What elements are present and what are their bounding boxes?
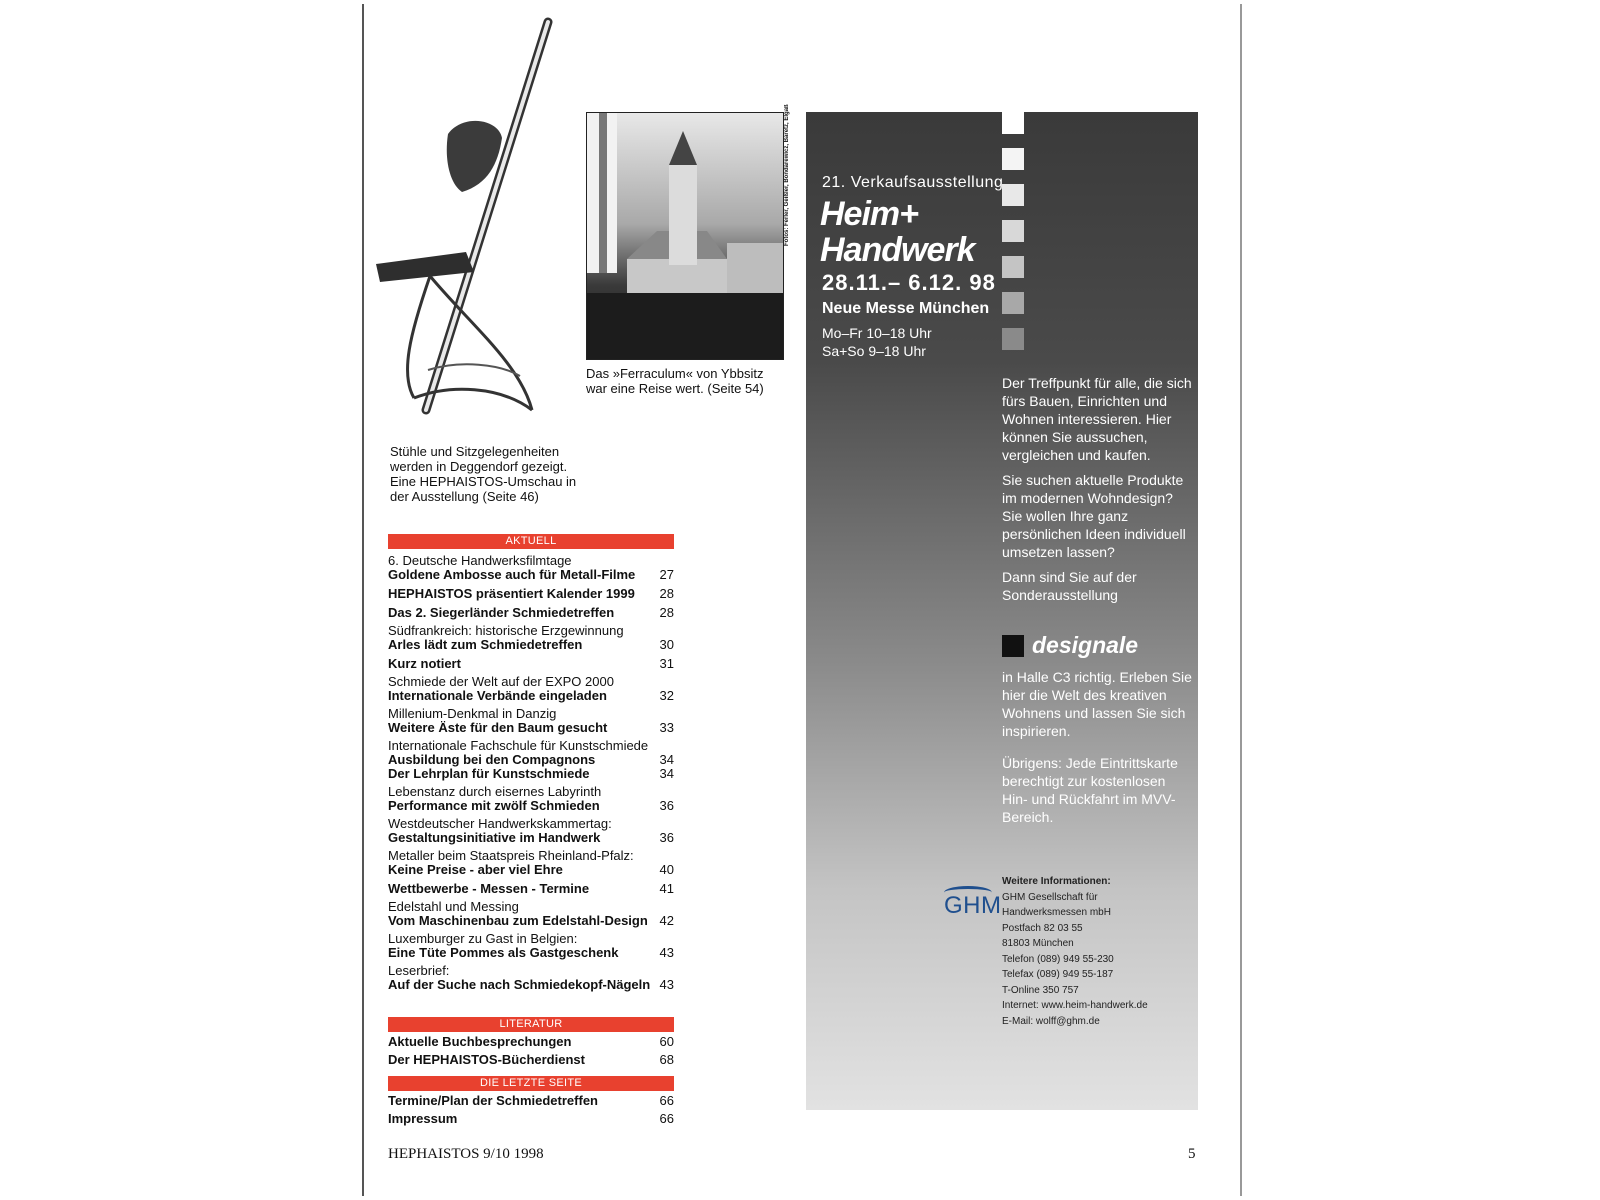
ad-logo	[820, 196, 975, 268]
toc-entry-page: 32	[659, 688, 674, 703]
ad-hours-weekend: Sa+So 9–18 Uhr	[822, 343, 926, 359]
toc-entry-title: HEPHAISTOS präsentiert Kalender 1999	[388, 586, 635, 601]
ad-paragraph: Dann sind Sie auf der Sonderausstellung	[1002, 569, 1137, 603]
toc-entry	[388, 1053, 674, 1067]
toc-entry-title: Ausbildung bei den Compagnons	[388, 752, 596, 767]
designale-text: designale	[1032, 632, 1139, 658]
contact-line: GHM Gesellschaft für	[1002, 891, 1098, 903]
toc-entry-kicker: Luxemburger zu Gast in Belgien:	[388, 931, 578, 946]
toc-entry-kicker: Millenium-Denkmal in Danzig	[388, 706, 557, 721]
toc-entry-title: Arles lädt zum Schmiedetreffen	[388, 637, 583, 652]
toc-entry-title: Eine Tüte Pommes als Gastgeschenk	[388, 945, 619, 960]
toc-entry-title: Auf der Suche nach Schmiedekopf-Nägeln	[388, 977, 651, 992]
toc-entry	[388, 1035, 674, 1049]
toc-entry	[388, 932, 674, 960]
contact-line: Telefon (089) 949 55-230	[1002, 953, 1114, 965]
ghm-logo	[944, 892, 1002, 920]
toc-entry-kicker: Internationale Fachschule für Kunstschmiede	[388, 738, 649, 753]
photo-caption-line: Das »Ferraculum« von Ybbsitz	[586, 366, 764, 381]
toc-entry	[388, 624, 674, 652]
toc-entry	[388, 785, 674, 813]
toc-entry-title: Das 2. Siegerländer Schmiedetreffen	[388, 605, 615, 620]
designale-logo	[1002, 632, 1138, 659]
contact-line: Weitere Informationen:	[1002, 876, 1111, 887]
heim-handwerk-ad	[806, 112, 1198, 1110]
toc-entry	[388, 882, 674, 896]
toc-entry-kicker: Schmiede der Welt auf der EXPO 2000	[388, 674, 614, 689]
ghm-swoosh-icon	[944, 886, 992, 899]
contact-line: T-Online 350 757	[1002, 984, 1079, 996]
chair-illustration	[370, 14, 560, 424]
contact-line: Internet: www.heim-handwerk.de	[1002, 1000, 1148, 1011]
toc-entry-kicker: 6. Deutsche Handwerksfilmtage	[388, 553, 572, 568]
toc-entry-kicker: Metaller beim Staatspreis Rheinland-Pfalz:	[388, 848, 634, 863]
toc-entry	[388, 739, 674, 767]
toc-entry-page: 40	[659, 862, 674, 877]
toc-entry-title: Performance mit zwölf Schmieden	[388, 798, 600, 813]
contact-line: Telefax (089) 949 55-187	[1002, 969, 1114, 980]
chair-caption-line: werden in Deggendorf gezeigt.	[390, 459, 568, 474]
section-header-literatur: LITERATUR	[388, 1017, 674, 1032]
toc-entry-kicker: Lebenstanz durch eisernes Labyrinth	[388, 784, 602, 799]
contact-line: 81803 München	[1002, 938, 1074, 949]
ad-venue: Neue Messe München	[822, 300, 990, 317]
toc-entry	[388, 707, 674, 735]
toc-entry-title: Wettbewerbe - Messen - Termine	[388, 881, 590, 896]
toc-entry-page: 41	[659, 881, 674, 896]
ad-body-top	[1002, 374, 1192, 611]
page-number: 5	[1188, 1146, 1196, 1162]
toc-entry-kicker: Westdeutscher Handwerkskammertag:	[388, 816, 612, 831]
chair-caption-line: Eine HEPHAISTOS-Umschau in	[390, 474, 577, 489]
toc-entry-page: 66	[659, 1111, 674, 1126]
toc-entry-page: 60	[659, 1034, 674, 1049]
toc-entry-title: Der HEPHAISTOS-Bücherdienst	[388, 1052, 585, 1067]
page-edge-right	[1240, 4, 1242, 1196]
toc-entry-page: 42	[659, 913, 674, 928]
toc-entry-page: 43	[659, 977, 674, 992]
toc-entry-page: 28	[659, 586, 674, 601]
toc-entry-title: Goldene Ambosse auch für Metall-Filme	[388, 567, 636, 582]
toc-entry-title: Weitere Äste für den Baum gesucht	[388, 720, 608, 735]
contact-line: Postfach 82 03 55	[1002, 922, 1083, 934]
toc-entry	[388, 675, 674, 703]
toc-letzte-seite	[388, 1076, 674, 1126]
ad-paragraph: Sie suchen aktuelle Produkte im modernen Wohndesign? Sie wollen Ihre ganz persönlichen Ideen individuell umsetzen lassen?	[1002, 472, 1186, 560]
ybbsitz-photo	[586, 112, 784, 360]
toc-entry-page: 30	[659, 637, 674, 652]
photo-caption-line: war eine Reise wert. (Seite 54)	[586, 381, 764, 396]
toc-entry-title: Kurz notiert	[388, 656, 461, 671]
toc-entry	[388, 900, 674, 928]
photo-credit: Fotos: Ferler, Geißler, Bondarewicz, Baretz, Elgaß	[784, 104, 790, 246]
footer-issue: HEPHAISTOS 9/10 1998	[388, 1146, 544, 1162]
toc-entry	[388, 964, 674, 992]
toc-entry-page: 33	[659, 720, 674, 735]
photo-caption	[586, 366, 764, 396]
ad-hours	[822, 324, 932, 360]
toc-entry	[388, 1094, 674, 1108]
toc-entry-page: 68	[659, 1052, 674, 1067]
toc-entry-page: 34	[659, 766, 674, 781]
designale-square-icon	[1002, 635, 1024, 657]
ad-body-bottom	[1002, 668, 1192, 833]
toc-entry-page: 28	[659, 605, 674, 620]
ad-contact-info	[1002, 874, 1148, 1029]
toc-entry	[388, 554, 674, 582]
toc-entry-title: Keine Preise - aber viel Ehre	[388, 862, 563, 877]
ad-hours-weekday: Mo–Fr 10–18 Uhr	[822, 325, 932, 341]
page-edge-left	[362, 4, 364, 1196]
toc-entry	[388, 767, 674, 781]
contact-line: Handwerksmessen mbH	[1002, 907, 1111, 918]
toc-entry-title: Vom Maschinenbau zum Edelstahl-Design	[388, 913, 648, 928]
toc-entry-page: 36	[659, 830, 674, 845]
toc-entry-page: 43	[659, 945, 674, 960]
ghm-logo-text: GHM	[944, 892, 1002, 919]
toc-entry	[388, 587, 674, 601]
ad-logo-line: Handwerk	[820, 231, 975, 269]
toc-entry-page: 36	[659, 798, 674, 813]
toc-entry-title: Termine/Plan der Schmiedetreffen	[388, 1093, 598, 1108]
toc-entry	[388, 1112, 674, 1126]
toc-entry-title: Gestaltungsinitiative im Handwerk	[388, 830, 601, 845]
section-header-aktuell: AKTUELL	[388, 534, 674, 549]
toc-entry-page: 31	[659, 656, 674, 671]
toc-literatur	[388, 1017, 674, 1067]
toc-entry-title: Impressum	[388, 1111, 458, 1126]
toc-entry-kicker: Leserbrief:	[388, 963, 450, 978]
chair-caption	[390, 444, 610, 504]
chair-caption-line: der Ausstellung (Seite 46)	[390, 489, 539, 504]
toc-entry-title: Der Lehrplan für Kunstschmiede	[388, 766, 590, 781]
ad-subtitle: 21. Verkaufsausstellung	[822, 174, 1004, 191]
toc-entry	[388, 849, 674, 877]
toc-entry-kicker: Edelstahl und Messing	[388, 899, 519, 914]
toc-entry-title: Internationale Verbände eingeladen	[388, 688, 607, 703]
ad-dates: 28.11.– 6.12. 98	[822, 270, 996, 295]
church-town-image	[587, 113, 783, 359]
toc-entry	[388, 657, 674, 671]
ad-paragraph: Übrigens: Jede Eintrittskarte berechtigt zur kostenlosen Hin- und Rückfahrt im MVV-Bereich.	[1002, 755, 1178, 825]
toc-aktuell	[388, 534, 674, 992]
ad-paragraph: Der Treffpunkt für alle, die sich fürs Bauen, Einrichten und Wohnen interessieren. Hier können Sie aussuchen, vergleichen und kaufen.	[1002, 375, 1192, 463]
contact-line: E-Mail: wolff@ghm.de	[1002, 1015, 1100, 1027]
toc-entry-kicker: Südfrankreich: historische Erzgewinnung	[388, 623, 624, 638]
section-header-letzte-seite: DIE LETZTE SEITE	[388, 1076, 674, 1091]
toc-entry	[388, 817, 674, 845]
ad-square-column	[1002, 112, 1026, 364]
toc-entry-title: Aktuelle Buchbesprechungen	[388, 1034, 572, 1049]
toc-entry	[388, 606, 674, 620]
ad-paragraph: in Halle C3 richtig. Erleben Sie hier die Welt des kreativen Wohnens und lassen Sie sich inspirieren.	[1002, 669, 1192, 739]
ad-logo-line: Heim+	[820, 195, 918, 233]
toc-entry-page: 34	[659, 752, 674, 767]
chair-caption-line: Stühle und Sitzgelegenheiten	[390, 444, 560, 459]
toc-entry-page: 27	[659, 567, 674, 582]
toc-entry-page: 66	[659, 1093, 674, 1108]
